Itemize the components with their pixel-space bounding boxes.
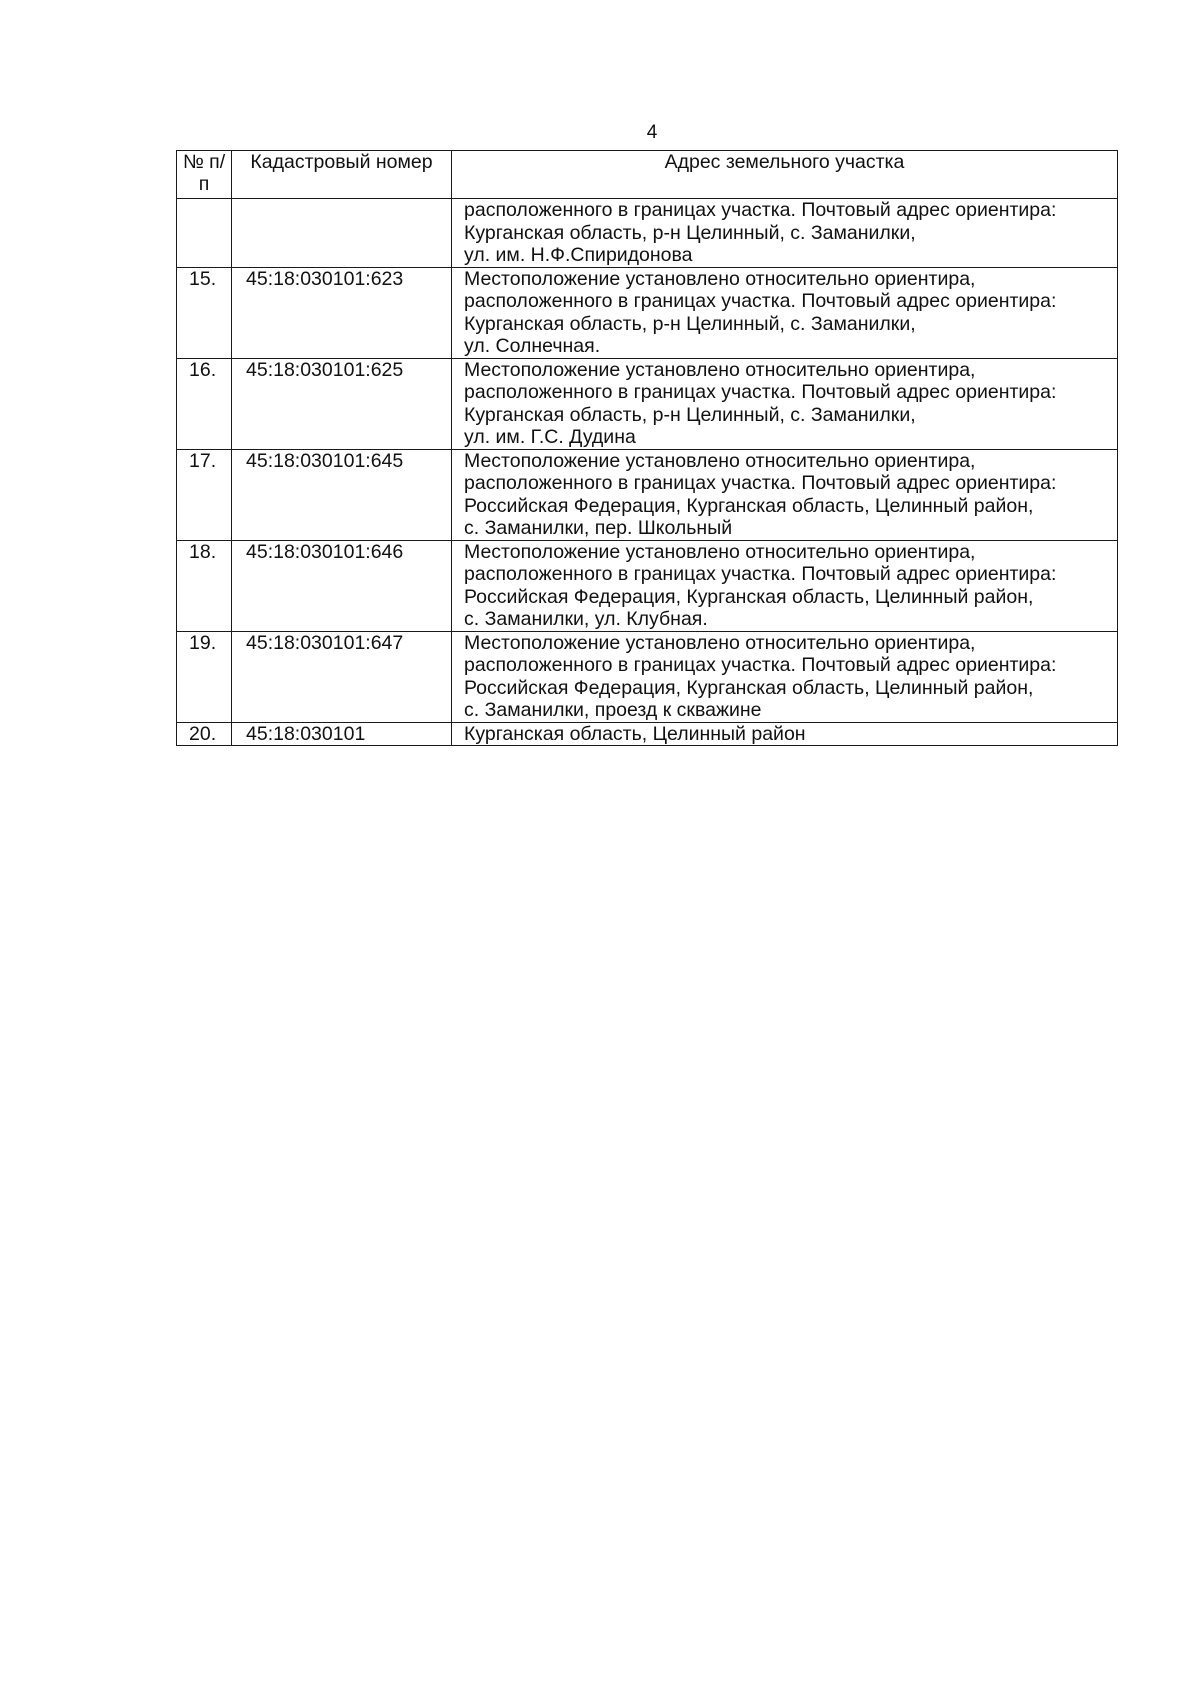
table-row xyxy=(177,358,1118,449)
address-line: расположенного в границах участка. Почтовый адрес ориентира: xyxy=(464,563,1057,585)
table-body xyxy=(177,199,1118,746)
address-line: с. Заманилки, пер. Школьный xyxy=(464,517,733,539)
header-cadastral: Кадастровый номер xyxy=(232,151,452,199)
row-number: 17. xyxy=(177,449,232,540)
table-row xyxy=(177,540,1118,631)
row-number: 18. xyxy=(177,540,232,631)
address-line: Местоположение установлено относительно ориентира, xyxy=(464,631,976,654)
cadastral-number: 45:18:030101:646 xyxy=(232,540,452,631)
cadastral-number: 45:18:030101:647 xyxy=(232,631,452,722)
address-line: Местоположение установлено относительно ориентира, xyxy=(464,358,976,381)
address-line: с. Заманилки, ул. Клубная. xyxy=(464,608,708,630)
address-line: Курганская область, р-н Целинный, с. Заманилки, xyxy=(464,221,916,244)
table-row xyxy=(177,449,1118,540)
address-line: расположенного в границах участка. Почтовый адрес ориентира: xyxy=(464,654,1057,676)
header-number: № п/п xyxy=(177,151,232,199)
header-row xyxy=(177,151,1118,199)
address-line: Российская Федерация, Курганская область, Целинный район, xyxy=(464,585,1034,608)
address-line: ул. им. Н.Ф.Спиридонова xyxy=(464,244,693,266)
address-line: Местоположение установлено относительно ориентира, xyxy=(464,267,976,290)
address-line: Российская Федерация, Курганская область, Целинный район, xyxy=(464,676,1034,699)
address-line: расположенного в границах участка. Почтовый адрес ориентира: xyxy=(464,472,1057,494)
plot-address xyxy=(452,267,1118,358)
table-row xyxy=(177,267,1118,358)
plot-address xyxy=(452,449,1118,540)
header-address: Адрес земельного участка xyxy=(452,151,1118,199)
address-line: Курганская область, р-н Целинный, с. Заманилки, xyxy=(464,312,916,335)
row-number: 20. xyxy=(177,722,232,746)
cadastral-number xyxy=(232,199,452,268)
cadastral-number: 45:18:030101:645 xyxy=(232,449,452,540)
cadastral-number: 45:18:030101:625 xyxy=(232,358,452,449)
plot-address xyxy=(452,540,1118,631)
address-line: ул. Солнечная. xyxy=(464,335,601,357)
row-number xyxy=(177,199,232,268)
table-header xyxy=(177,151,1118,199)
plot-address xyxy=(452,358,1118,449)
plot-address xyxy=(452,631,1118,722)
address-line: Российская Федерация, Курганская область, Целинный район, xyxy=(464,494,1034,517)
address-line: Курганская область, Целинный район xyxy=(464,722,806,745)
row-number: 16. xyxy=(177,358,232,449)
plot-address xyxy=(452,199,1118,268)
address-line: с. Заманилки, проезд к скважине xyxy=(464,699,762,721)
plot-address xyxy=(452,722,1118,746)
address-line: ул. им. Г.С. Дудина xyxy=(464,426,636,448)
row-number: 19. xyxy=(177,631,232,722)
address-line: Местоположение установлено относительно ориентира, xyxy=(464,449,976,472)
page-number: 4 xyxy=(646,122,658,143)
cadastral-number: 45:18:030101:623 xyxy=(232,267,452,358)
address-line: Курганская область, р-н Целинный, с. Заманилки, xyxy=(464,403,916,426)
cadastral-number: 45:18:030101 xyxy=(232,722,452,746)
row-number: 15. xyxy=(177,267,232,358)
table-row xyxy=(177,631,1118,722)
table-row xyxy=(177,199,1118,268)
land-plots-table xyxy=(176,150,1118,746)
address-line: расположенного в границах участка. Почтовый адрес ориентира: xyxy=(464,199,1057,221)
table-row xyxy=(177,722,1118,746)
address-line: Местоположение установлено относительно ориентира, xyxy=(464,540,976,563)
address-line: расположенного в границах участка. Почтовый адрес ориентира: xyxy=(464,381,1057,403)
address-line: расположенного в границах участка. Почтовый адрес ориентира: xyxy=(464,290,1057,312)
